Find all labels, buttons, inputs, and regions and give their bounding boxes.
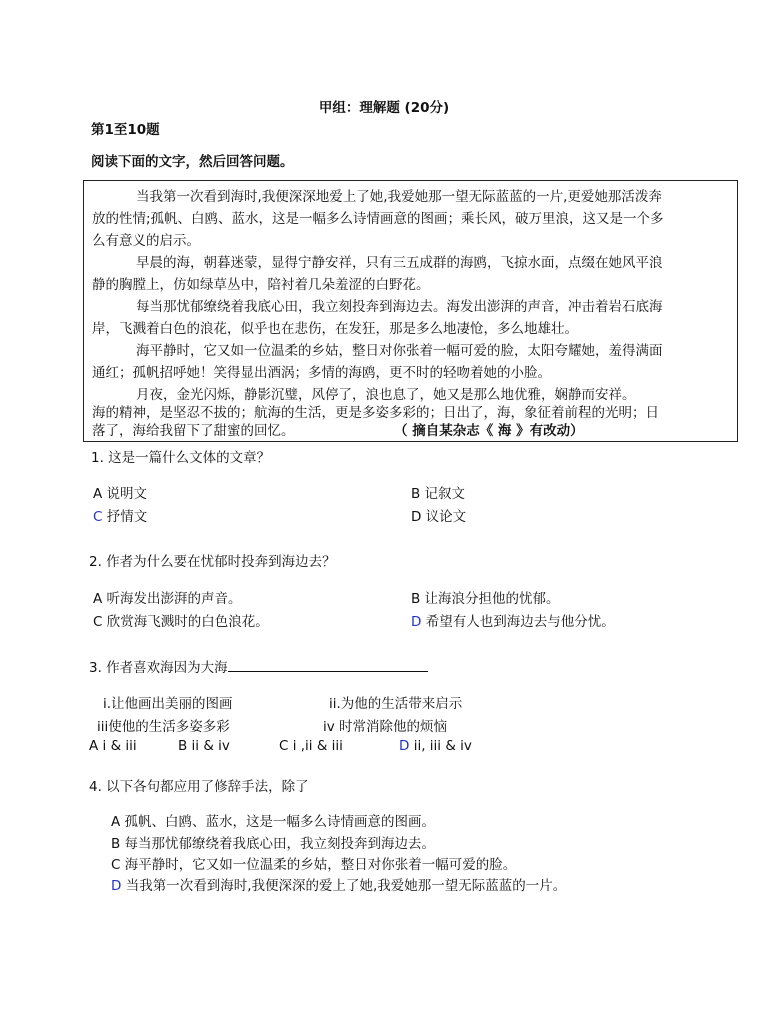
q2-option-d	[411, 610, 615, 630]
passage-line: 静的胸膛上，仿如绿草丛中，陪衬着几朵羞涩的白野花。	[92, 277, 430, 293]
passage-line: 落了，海给我留下了甜蜜的回忆。	[92, 423, 295, 439]
q3-statement-ii: ii.为他的生活带来启示	[329, 696, 463, 712]
passage-line: 岸，飞溅着白色的浪花，似乎也在悲伤，在发狂，那是多么地凄怆，多么地雄壮。	[92, 321, 578, 337]
passage-source: （ 摘自某杂志《 海 》有改动）	[394, 423, 584, 439]
reading-instruction: 阅读下面的文字，然后回答问题。	[91, 154, 294, 170]
q3-statement-iii: iii使他的生活多姿多彩	[97, 719, 230, 735]
q3-option-d	[399, 738, 472, 754]
passage-line: 通红；孤帆招呼她！笑得显出酒涡；多情的海鸥，更不时的轻吻着她的小脸。	[92, 365, 551, 381]
q1-option-d: D 议论文	[411, 509, 467, 525]
q3-option-a: A i & iii	[89, 738, 137, 754]
q1-option-c	[93, 505, 147, 525]
q1-option-a: A 说明文	[93, 486, 148, 502]
q2-option-b: B 让海浪分担他的忧郁。	[411, 591, 560, 607]
q2-option-c: C 欣赏海飞溅时的白色浪花。	[93, 614, 269, 630]
passage-line: 海的精神，是坚忍不拔的；航海的生活，更是多姿多彩的；日出了，海，象征着前程的光明；日	[92, 405, 659, 421]
q3-stem-text: 3. 作者喜欢海因为大海	[89, 660, 228, 676]
question-2-stem: 2. 作者为什么要在忧郁时投奔到海边去？	[89, 554, 336, 570]
question-3-stem	[89, 656, 428, 676]
q4-option-d	[111, 874, 566, 894]
passage-line: 么有意义的启示。	[92, 233, 200, 249]
answer-letter: D	[411, 614, 422, 630]
q1-option-b: B 记叙文	[411, 486, 466, 502]
q1-option-c-text: 抒情文	[102, 509, 148, 525]
passage-line: 早晨的海，朝暮迷蒙，显得宁静安祥，只有三五成群的海鸥，飞掠水面，点缀在她风平浪	[136, 255, 663, 271]
answer-letter: D	[111, 878, 122, 894]
q3-option-b: B ii & iv	[178, 738, 230, 754]
question-1-stem: 1. 这是一篇什么文体的文章？	[91, 450, 271, 466]
question-4-stem: 4. 以下各句都应用了修辞手法，除了	[89, 779, 309, 795]
passage-line: 月夜，金光闪烁，静影沉璧，风停了，浪也息了，她又是那么地优雅，娴静而安祥。	[136, 387, 636, 403]
passage-line: 当我第一次看到海时,我便深深地爱上了她,我爱她那一望无际蓝蓝的一片,更爱她那活泼奔	[136, 189, 662, 205]
q3-option-c: C i ,ii & iii	[279, 738, 343, 754]
q2-option-d-text: 希望有人也到海边去与他分忧。	[421, 614, 615, 630]
q4-option-d-text: 当我第一次看到海时,我便深深的爱上了她,我爱她那一望无际蓝蓝的一片。	[121, 878, 567, 894]
q2-option-a: A 听海发出澎湃的声音。	[93, 591, 242, 607]
passage-box	[83, 180, 738, 442]
q3-option-d-text: ii, iii & iv	[409, 738, 472, 754]
answer-blank	[228, 659, 428, 672]
q3-statement-i: i.让他画出美丽的图画	[103, 696, 233, 712]
passage-line: 放的性情;孤帆、白鸥、蓝水，这是一幅多么诗情画意的图画；乘长风，破万里浪，这又是一个多	[92, 211, 664, 227]
passage-line: 海平静时，它又如一位温柔的乡姑，整日对你张着一幅可爱的脸，太阳夸耀她，羞得满面	[136, 343, 663, 359]
q4-option-a: A 孤帆、白鸥、蓝水，这是一幅多么诗情画意的图画。	[111, 814, 436, 830]
passage-line: 每当那忧郁缭绕着我底心田，我立刻投奔到海边去。海发出澎湃的声音，冲击着岩石底海	[136, 299, 663, 315]
q4-option-c: C 海平静时，它又如一位温柔的乡姑，整日对你张着一幅可爱的脸。	[111, 857, 517, 873]
answer-letter: C	[93, 509, 103, 525]
answer-letter: D	[399, 738, 410, 754]
q3-statement-iv: iv 时常消除他的烦恼	[323, 719, 448, 735]
question-range: 第1至10题	[91, 122, 160, 138]
q4-option-b: B 每当那忧郁缭绕着我底心田，我立刻投奔到海边去。	[111, 836, 436, 852]
section-title: 甲组：理解题 (20分)	[318, 100, 450, 116]
